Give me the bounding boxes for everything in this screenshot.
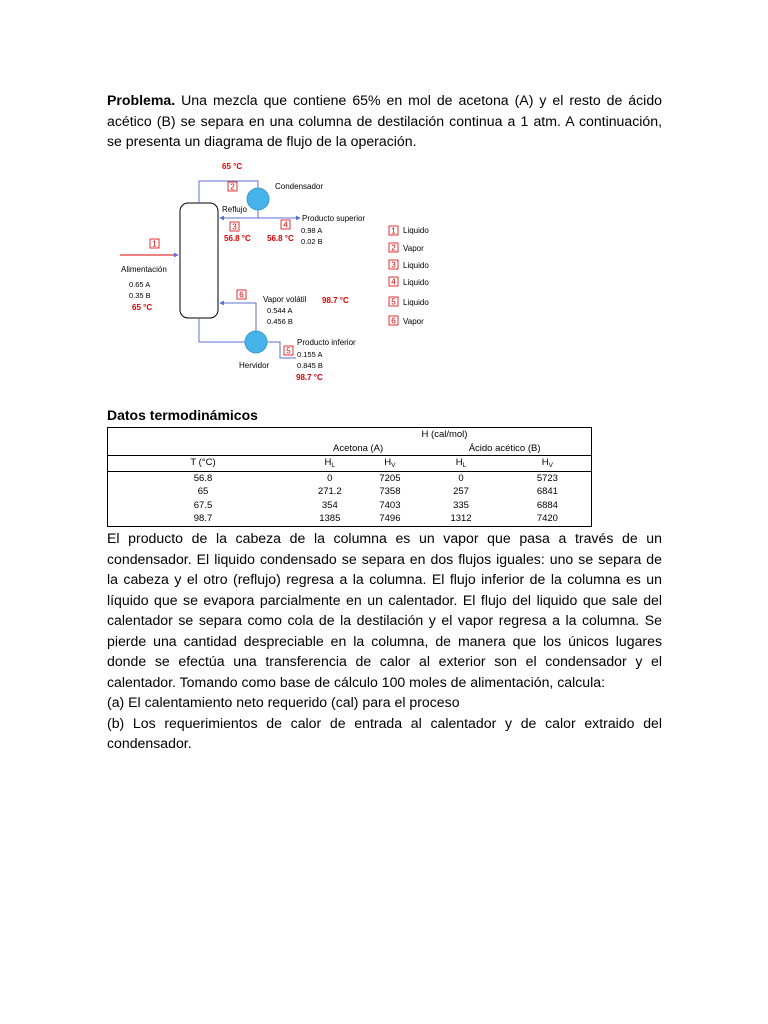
legend-label: Liquido [403,261,429,270]
table-row: 98.7 1385 7496 1312 7420 [193,513,558,525]
flow-diagram [0,150,768,390]
col-t: T (°C) [190,457,216,469]
problem-text: Una mezcla que contiene 65% en mol de acetona (A) y el resto de ácido acético (B) se separa en una columna de destilación continua a 1 atm. A continuación, se presenta un diagrama de flujo de la operación. [107,92,662,149]
condenser-label: Condensador [275,182,324,191]
col-hv-b: $H_V$ [541,457,553,470]
feed-a: 0.65 A [129,280,151,289]
stream-num-3: 3 [232,222,237,232]
volatile-vapor-label: Vapor volátil [263,295,307,304]
table-row: 67.5 354 7403 335 6884 [193,499,558,511]
condenser-vessel [247,188,269,210]
problem-statement [107,90,662,152]
legend-item [389,226,429,236]
acetona-header: Acetona (A) [298,442,418,456]
col-hl-a: $H_L$ [324,457,336,470]
legend-label: Vapor [403,317,424,326]
feed-temp: 65 °C [132,303,153,312]
feed-b: 0.35 B [129,291,151,300]
reboiler-label: Hervidor [239,361,270,370]
stream-box-6 [237,290,246,300]
table-row: 56.8 0 7205 0 5723 [193,472,558,484]
stream4-temp: 56.8 °C [267,234,294,243]
col-hv-a: $H_V$ [384,457,396,470]
volatile-vapor-a: 0.544 A [267,306,293,315]
table-header-row [108,456,592,470]
legend-num: 1 [391,226,396,236]
legend-num: 5 [391,297,396,307]
stream-box-2 [228,182,237,192]
table-header-row [108,442,592,456]
volatile-vapor-temp: 98.7 °C [322,296,349,305]
legend-item [389,243,424,253]
volatile-vapor-b: 0.456 B [267,317,293,326]
stream-num-2: 2 [230,182,235,192]
legend-item [389,316,424,326]
question-b: (b) Los requerimientos de calor de entrada al calentador y de calor extraido del condensador. [107,714,662,751]
bottom-product-temp: 98.7 °C [296,373,323,382]
bottom-product-a: 0.155 A [297,350,323,359]
top-temp: 65 °C [222,162,243,171]
problem-label: Problema. [107,92,176,108]
legend-item [389,260,429,270]
legend-num: 4 [391,277,396,287]
legend [389,226,429,326]
feed-label: Alimentación [121,265,167,274]
legend-label: Liquido [403,226,429,235]
legend-label: Liquido [403,298,429,307]
legend-num: 2 [391,243,396,253]
top-product-a: 0.98 A [301,226,323,235]
vapor-return-line [220,303,256,331]
problem-body [107,528,662,754]
stream-box-5 [284,346,293,356]
reflux-label: Reflujo [222,205,247,214]
stream-box-3 [230,222,239,232]
legend-num: 3 [391,260,396,270]
stream-box-4 [281,220,290,230]
top-product-b: 0.02 B [301,237,323,246]
thermo-title: Datos termodinámicos [107,407,258,423]
legend-label: Liquido [403,278,429,287]
stream-num-1: 1 [152,239,157,249]
stream-num-4: 4 [283,220,288,230]
stream3-temp: 56.8 °C [224,234,251,243]
body-paragraph: El producto de la cabeza de la columna es un vapor que pasa a través de un condensador. El liquido condensado se separa en dos flujos iguales: uno se separa de la cabeza y el otro (reflujo) regresa a la columna. El flujo inferior de la columna es un líquido que se evapora parcialmente en un calentador. El flujo del liquido que sale del calentador se separa como cola de la destilación y el vapor regresa a la columna. Se pierde una cantidad despreciable en la columna, de manera que los únicos lugares donde se efectúa una transferencia de calor al exterior son el condensador y el calentador. Tomando como base de cálculo 100 moles de alimentación, calcula: [107,530,662,690]
legend-item [389,277,429,287]
legend-num: 6 [391,316,396,326]
stream-num-5: 5 [286,346,291,356]
table-row: 65 271.2 7358 257 6841 [197,486,558,498]
thermo-table [107,427,592,527]
bottom-liquid-line [199,318,246,342]
reboiler-vessel [245,331,267,353]
stream-box-1 [150,239,159,249]
table-header-row [108,428,592,442]
bottom-product-line [267,342,296,358]
legend-item [389,297,429,307]
h-header: H (cal/mol) [421,429,468,441]
distillation-column [180,203,218,318]
acido-header: Ácido acético (B) [418,442,591,456]
col-hl-b: $H_L$ [455,457,467,470]
stream-num-6: 6 [239,290,244,300]
legend-label: Vapor [403,244,424,253]
top-product-label: Producto superior [302,214,366,223]
bottom-product-b: 0.845 B [297,361,323,370]
question-a: (a) El calentamiento neto requerido (cal) para el proceso [107,694,460,710]
bottom-product-label: Producto inferior [297,338,356,347]
